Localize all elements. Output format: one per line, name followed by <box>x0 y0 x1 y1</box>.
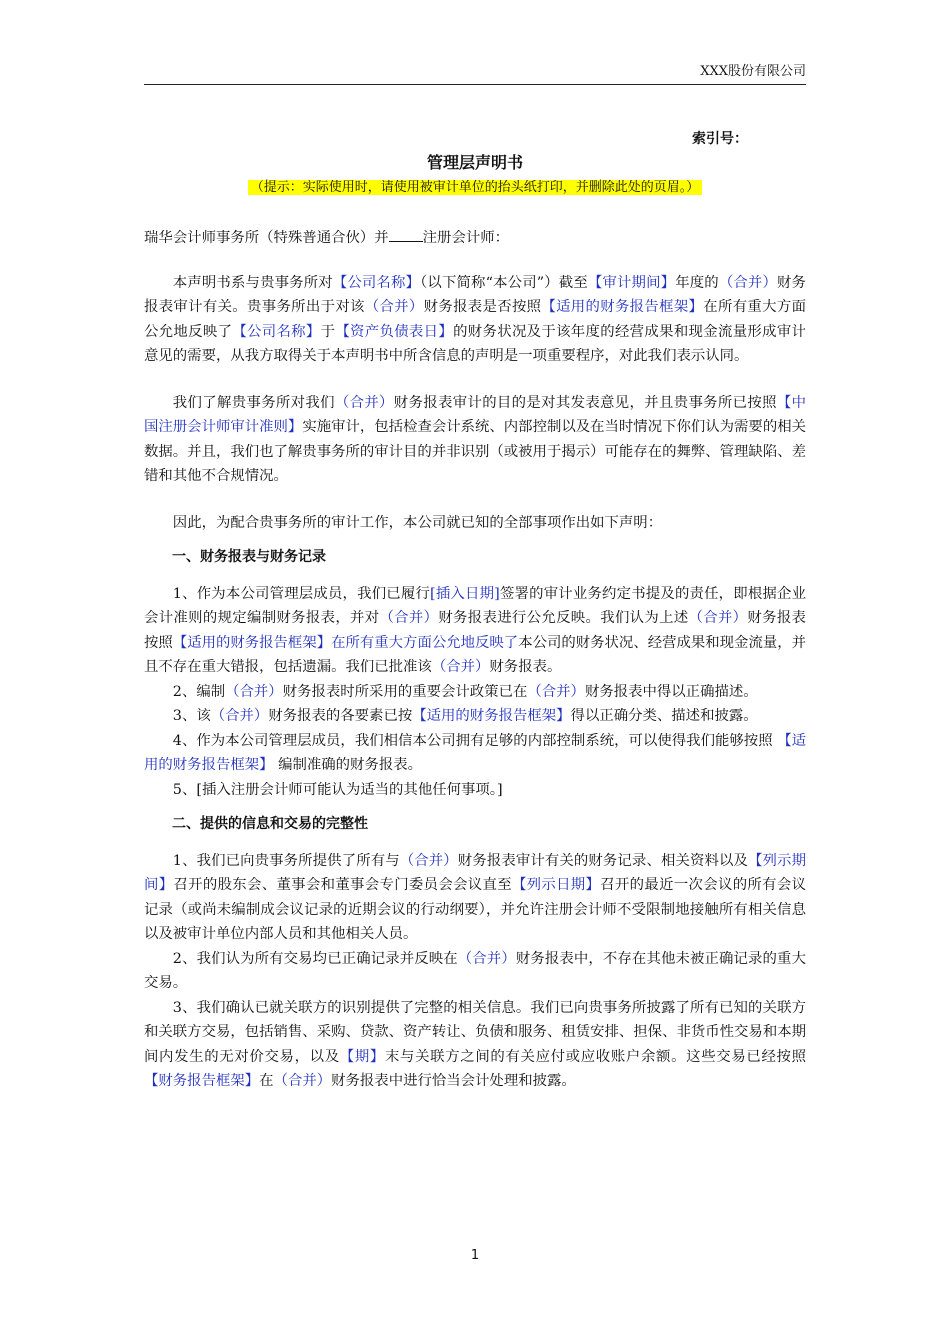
placeholder-company-name: 【公司名称】 <box>332 274 421 291</box>
page-header <box>144 62 806 85</box>
highlighted-hint: （提示：实际使用时，请使用被审计单位的抬头纸打印，并删除此处的页眉。） <box>248 180 703 195</box>
placeholder-audit-standard: 【中国注册会计师审计准则】 <box>144 394 806 435</box>
section-heading-2: 二、提供的信息和交易的完整性 <box>172 816 368 832</box>
item-2-2: 2、我们认为所有交易均已正确记录并反映在（合并）财务报表中，不存在其他未被正确记录的重大交易。 <box>144 950 806 991</box>
item-1-3: 3、该（合并）财务报表的各要素已按【适用的财务报告框架】得以正确分类、描述和披露。 <box>172 708 758 724</box>
document-body <box>144 226 806 1094</box>
placeholder-audit-period: 【审计期间】 <box>587 274 676 291</box>
item-1-5: 5、[插入注册会计师可能认为适当的其他任何事项。] <box>172 781 503 798</box>
paragraph-audit-purpose: 我们了解贵事务所对我们（合并）财务报表审计的目的是对其发表意见，并且贵事务所已按照【中国注册会计师审计准则】实施审计，包括检查会计系统、内部控制以及在当时情况下你们认为需要的相关数据。并且，我们也了解贵事务所的审计目的并非识别（或被用于揭示）可能存在的舞弊、管理缺陷、差错和其他不合规情况。 <box>144 394 806 484</box>
salutation: 瑞华会计师事务所（特殊普通合伙）并 注册会计师： <box>144 226 806 251</box>
paragraph-declaration: 因此，为配合贵事务所的审计工作，本公司就已知的全部事项作出如下声明： <box>172 514 663 531</box>
item-1-2: 2、编制（合并）财务报表时所采用的重要会计政策已在（合并）财务报表中得以正确描述。 <box>172 683 758 700</box>
item-1-1: 1、作为本公司管理层成员，我们已履行[插入日期]签署的审计业务约定书提及的责任，即根据企业会计准则的规定编制财务报表，并对（合并）财务报表进行公允反映。我们认为上述（合并）财务报表按照【适用的财务报告框架】在所有重大方面公允地反映了本公司的财务状况、经营成果和现金流量，并且不存在重大错报，包括遗漏。我们已批准该（合并）财务报表。 <box>144 585 807 675</box>
hint-line <box>144 176 806 197</box>
item-1-4: 4、作为本公司管理层成员，我们相信本公司拥有足够的内部控制系统，可以使得我们能够按照 【适用的财务报告框架】 编制准确的财务报表。 <box>144 732 806 773</box>
header-company-name: XXX股份有限公司 <box>700 64 806 79</box>
placeholder-balance-sheet-date: 【资产负债表日】 <box>335 323 454 340</box>
index-number-label: 索引号： <box>692 131 748 147</box>
placeholder-framework: 【适用的财务报告框架】 <box>541 299 704 315</box>
item-2-1: 1、我们已向贵事务所提供了所有与（合并）财务报表审计有关的财务记录、相关资料以及【列示期间】召开的股东会、董事会和董事会专门委员会会议直至【列示日期】召开的最近一次会议的所有会议记录（或尚未编制成会议记录的近期会议的行动纲要），并允许注册会计师不受限制地接触所有相关信息以及被审计单位内部人员和其他相关人员。 <box>144 852 806 942</box>
blank-underline <box>389 227 423 242</box>
document-title: 管理层声明书 <box>426 153 523 172</box>
item-2-3: 3、我们确认已就关联方的识别提供了完整的相关信息。我们已向贵事务所披露了所有已知的关联方和关联方交易，包括销售、采购、贷款、资产转让、负债和服务、租赁安排、担保、非货币性交易和本期间内发生的无对价交易，以及【期】末与关联方之间的有关应付或应收账户余额。这些交易已经按照【财务报告框架】在（合并）财务报表中进行恰当会计处理和披露。 <box>144 999 806 1089</box>
page-number: 1 <box>470 1248 480 1263</box>
paragraph-intro: 本声明书系与贵事务所对【公司名称】（以下简称“本公司”）截至【审计期间】年度的（合并）财务报表审计有关。贵事务所出于对该（合并）财务报表是否按照【适用的财务报告框架】在所有重大方面公允地反映了【公司名称】于【资产负债表日】的财务状况及于该年度的经营成果和现金流量形成审计意见的需要，从我方取得关于本声明书中所含信息的声明是一项重要程序，对此我们表示认同。 <box>144 274 806 364</box>
section-heading-1: 一、财务报表与财务记录 <box>172 549 326 565</box>
